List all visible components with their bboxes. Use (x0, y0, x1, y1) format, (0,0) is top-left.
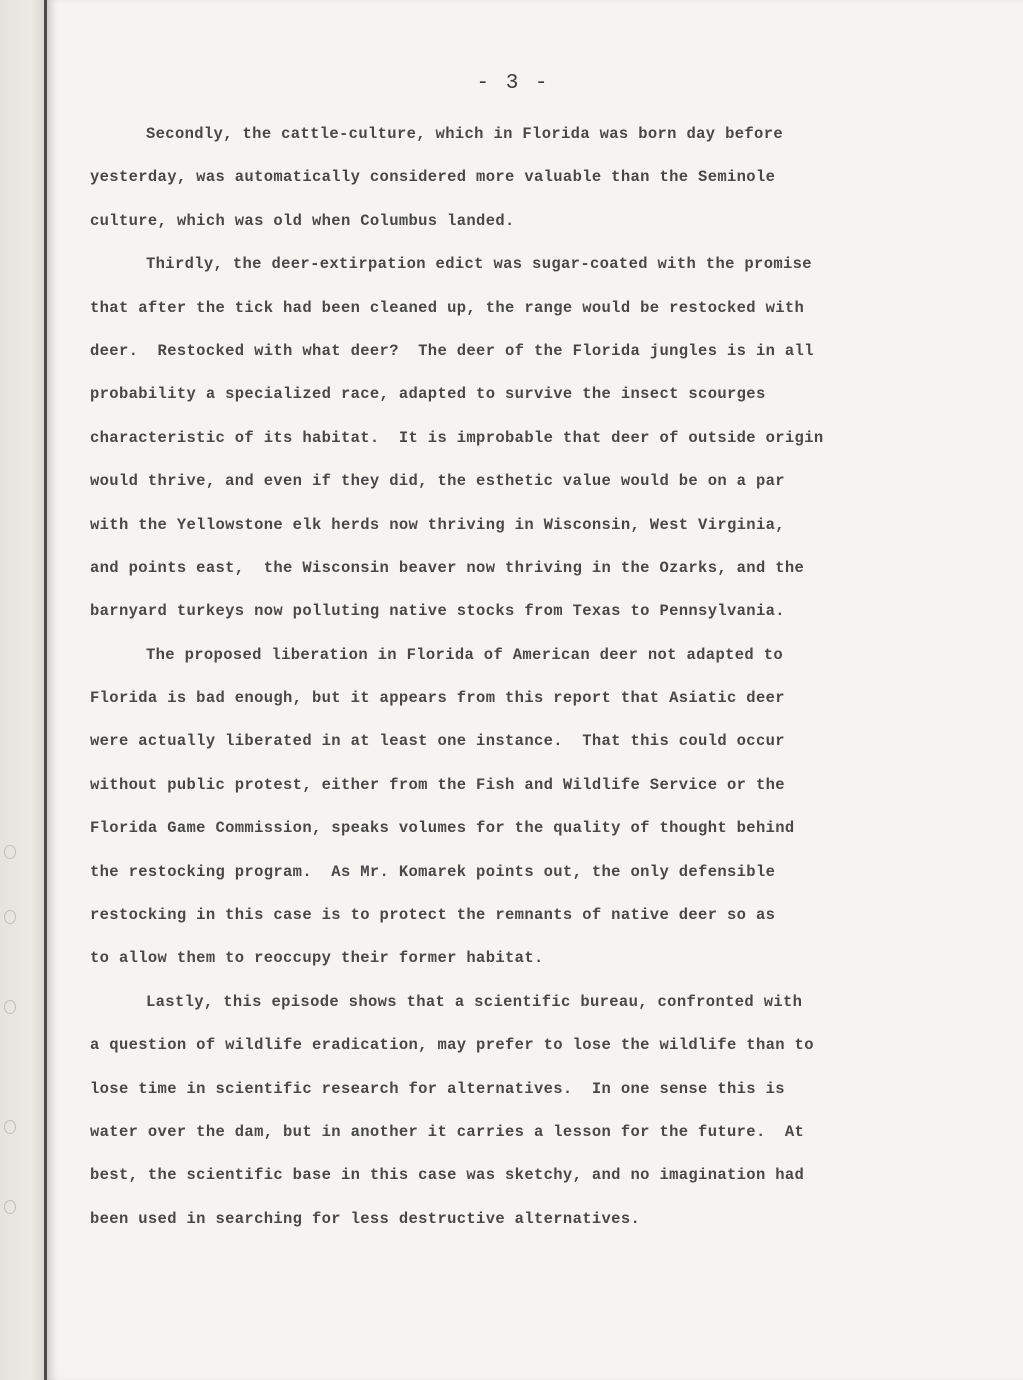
text-line: to allow them to reoccupy their former habitat. (90, 949, 544, 968)
bleed-through-mark (4, 910, 16, 924)
paragraph-2 (90, 243, 950, 634)
text-line: characteristic of its habitat. It is improbable that deer of outside origin (90, 428, 824, 447)
text-line: would thrive, and even if they did, the esthetic value would be on a par (90, 472, 785, 491)
text-line: been used in searching for less destructive alternatives. (90, 1209, 641, 1228)
bleed-through-mark (4, 1120, 16, 1134)
text-line: culture, which was old when Columbus landed. (90, 211, 515, 230)
text-line: and points east, the Wisconsin beaver now thriving in the Ozarks, and the (90, 558, 805, 577)
text-line: probability a specialized race, adapted to survive the insect scourges (90, 385, 766, 404)
previous-page-edge (0, 0, 44, 1380)
text-line: the restocking program. As Mr. Komarek points out, the only defensible (90, 862, 776, 881)
page-number: - 3 - (476, 72, 550, 95)
text-line: without public protest, either from the Fish and Wildlife Service or the (90, 775, 785, 794)
text-line: Florida Game Commission, speaks volumes for the quality of thought behind (90, 819, 795, 838)
text-line: restocking in this case is to protect the remnants of native deer so as (90, 906, 776, 925)
text-line: a question of wildlife eradication, may prefer to lose the wildlife than to (90, 1036, 814, 1055)
text-line: that after the tick had been cleaned up, the range would be restocked with (90, 298, 805, 317)
text-line: Lastly, this episode shows that a scientific bureau, confronted with (146, 992, 803, 1011)
body-text (90, 113, 950, 1241)
text-line: Thirdly, the deer-extirpation edict was sugar-coated with the promise (146, 255, 812, 274)
paragraph-4 (90, 981, 950, 1241)
text-line: lose time in scientific research for alternatives. In one sense this is (90, 1079, 785, 1098)
text-line: yesterday, was automatically considered more valuable than the Seminole (90, 168, 776, 187)
bleed-through-mark (4, 845, 16, 859)
bleed-through-mark (4, 1200, 16, 1214)
paragraph-1 (90, 113, 950, 243)
text-line: barnyard turkeys now polluting native stocks from Texas to Pennsylvania. (90, 602, 785, 621)
paragraph-3 (90, 634, 950, 981)
text-line: The proposed liberation in Florida of American deer not adapted to (146, 645, 783, 664)
text-line: water over the dam, but in another it carries a lesson for the future. At (90, 1122, 805, 1141)
text-line: with the Yellowstone elk herds now thriving in Wisconsin, West Virginia, (90, 515, 785, 534)
text-line: Florida is bad enough, but it appears from this report that Asiatic deer (90, 689, 785, 708)
text-line: Secondly, the cattle-culture, which in Florida was born day before (146, 125, 783, 143)
text-line: best, the scientific base in this case was sketchy, and no imagination had (90, 1166, 805, 1185)
text-line: were actually liberated in at least one instance. That this could occur (90, 732, 785, 751)
text-line: deer. Restocked with what deer? The deer of the Florida jungles is in all (90, 341, 814, 360)
typed-page (44, 0, 1023, 1380)
bleed-through-mark (4, 1000, 16, 1014)
